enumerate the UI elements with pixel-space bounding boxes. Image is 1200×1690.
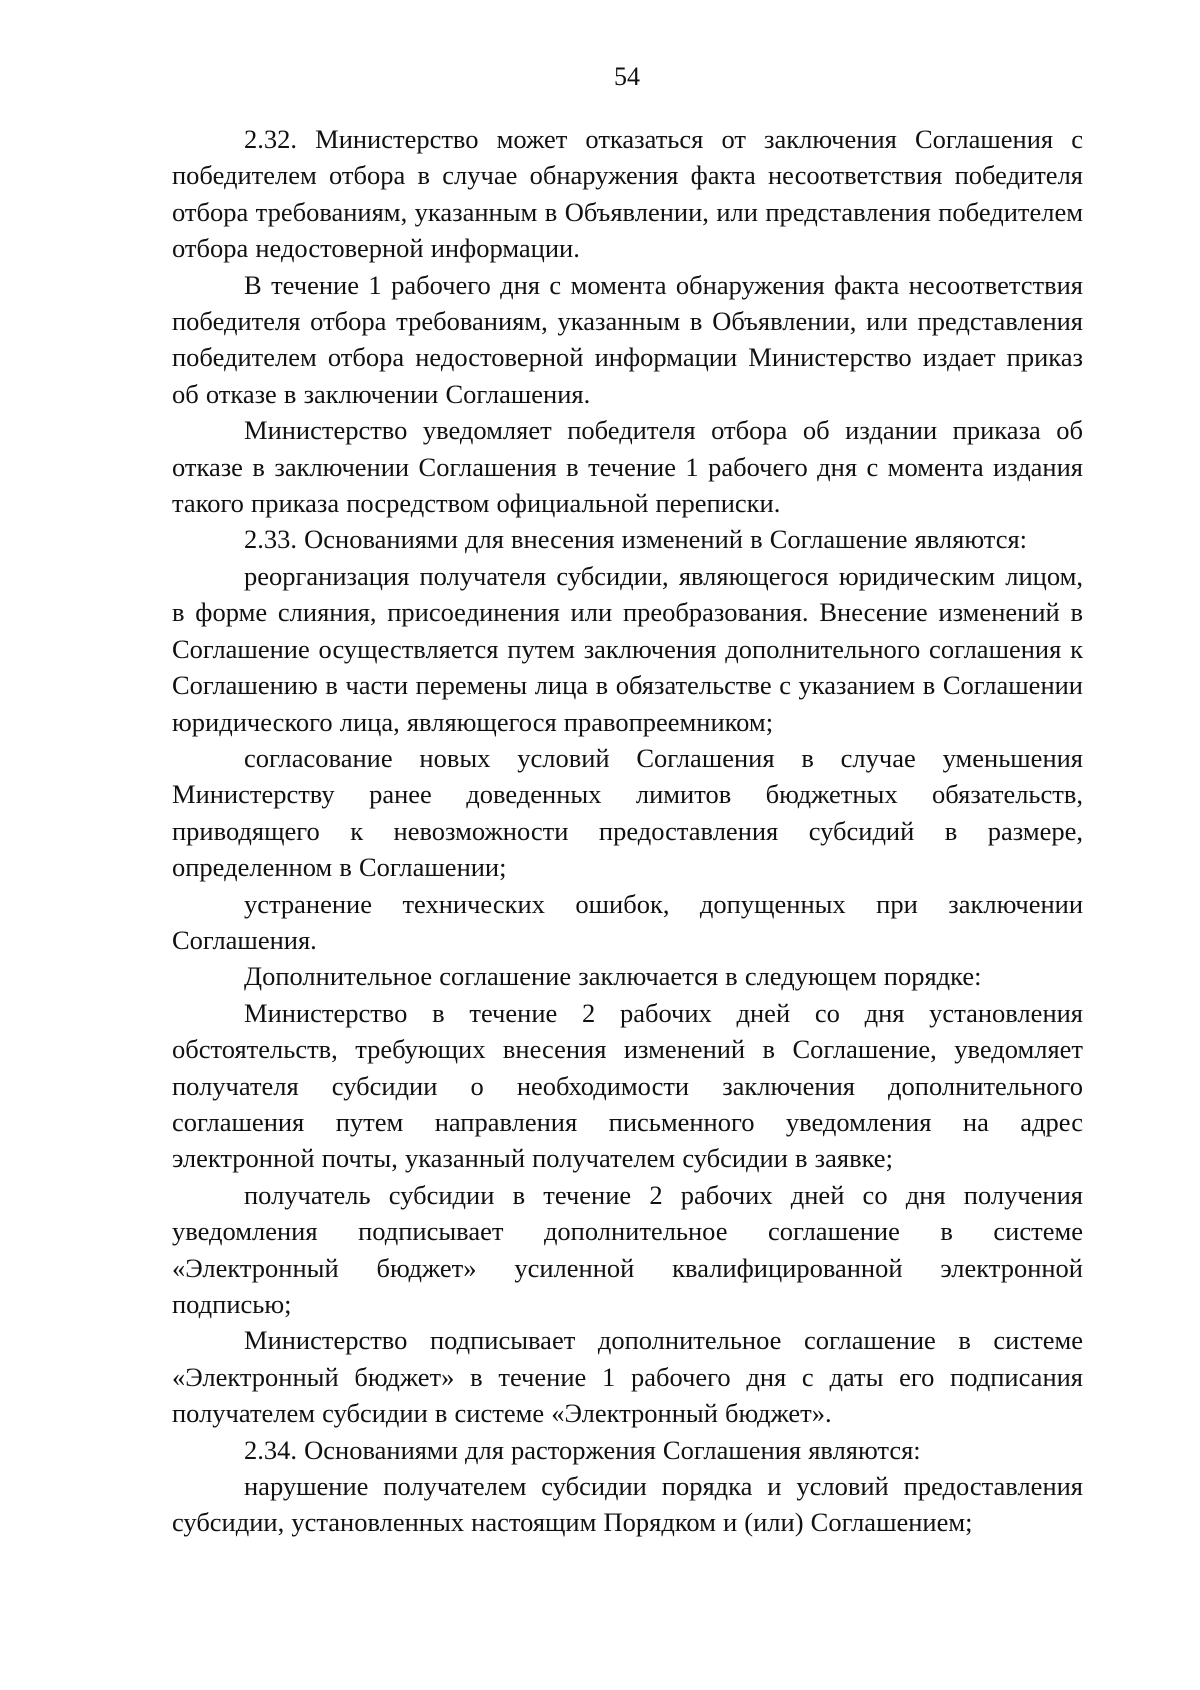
paragraph-2-34: 2.34. Основаниями для расторжения Соглашения являются: bbox=[244, 1434, 921, 1465]
paragraph-reorganization: реорганизация получателя субсидии, являющегося юридическим лицом, в форме слияния, присоединения или преобразования. Внесение изменений в Соглашение осуществляется путем заключения дополнительного соглашения к Соглашению в части перемены лица в обязательстве с указанием в Соглашении юридического лица, являющегося правопреемником; bbox=[172, 560, 1083, 737]
paragraph-2-32: 2.32. Министерство может отказаться от заключения Соглашения с победителем отбора в случае обнаружения факта несоответствия победителя отбора требованиям, указанным в Объявлении, или представления победителем отбора недостоверной информации. bbox=[172, 124, 1083, 264]
paragraph-procedure: Дополнительное соглашение заключается в следующем порядке: bbox=[244, 961, 982, 992]
paragraph-ministry-signs: Министерство подписывает дополнительное соглашение в системе «Электронный бюджет» в течение 1 рабочего дня с даты его подписания получателем субсидии в системе «Электронный бюджет». bbox=[172, 1325, 1083, 1429]
paragraph-2-33: 2.33. Основаниями для внесения изменений в Соглашение являются: bbox=[244, 524, 1028, 555]
paragraph-notification: Министерство уведомляет победителя отбора об издании приказа об отказе в заключении Соглашения в течение 1 рабочего дня с момента издания такого приказа посредством официальной переписки. bbox=[172, 415, 1083, 519]
paragraph-violation: нарушение получателем субсидии порядка и условий предоставления субсидии, установленных настоящим Порядком и (или) Соглашением; bbox=[172, 1471, 1083, 1538]
paragraph-recipient-signs: получатель субсидии в течение 2 рабочих дней со дня получения уведомления подписывает дополнительное соглашение в системе «Электронный бюджет» усиленной квалифицированной электронной подписью; bbox=[172, 1179, 1083, 1319]
paragraph-refusal-order: В течение 1 рабочего дня с момента обнаружения факта несоответствия победителя отбора требованиям, указанным в Объявлении, или представления победителем отбора недостоверной информации Министерство издает приказ об отказе в заключении Соглашения. bbox=[172, 269, 1083, 409]
paragraph-ministry-notifies: Министерство в течение 2 рабочих дней со дня установления обстоятельств, требующих внесения изменений в Соглашение, уведомляет получателя субсидии о необходимости заключения дополнительного соглашения путем направления письменного уведомления на адрес электронной почты, указанный получателем субсидии в заявке; bbox=[172, 997, 1083, 1174]
paragraph-technical-errors: устранение технических ошибок, допущенных при заключении Соглашения. bbox=[172, 888, 1083, 955]
document-body bbox=[172, 121, 1083, 1541]
page-number: 54 bbox=[614, 62, 640, 91]
paragraph-new-conditions: согласование новых условий Соглашения в случае уменьшения Министерству ранее доведенных лимитов бюджетных обязательств, приводящего к невозможности предоставления субсидий в размере, определенном в Соглашении; bbox=[172, 742, 1083, 883]
